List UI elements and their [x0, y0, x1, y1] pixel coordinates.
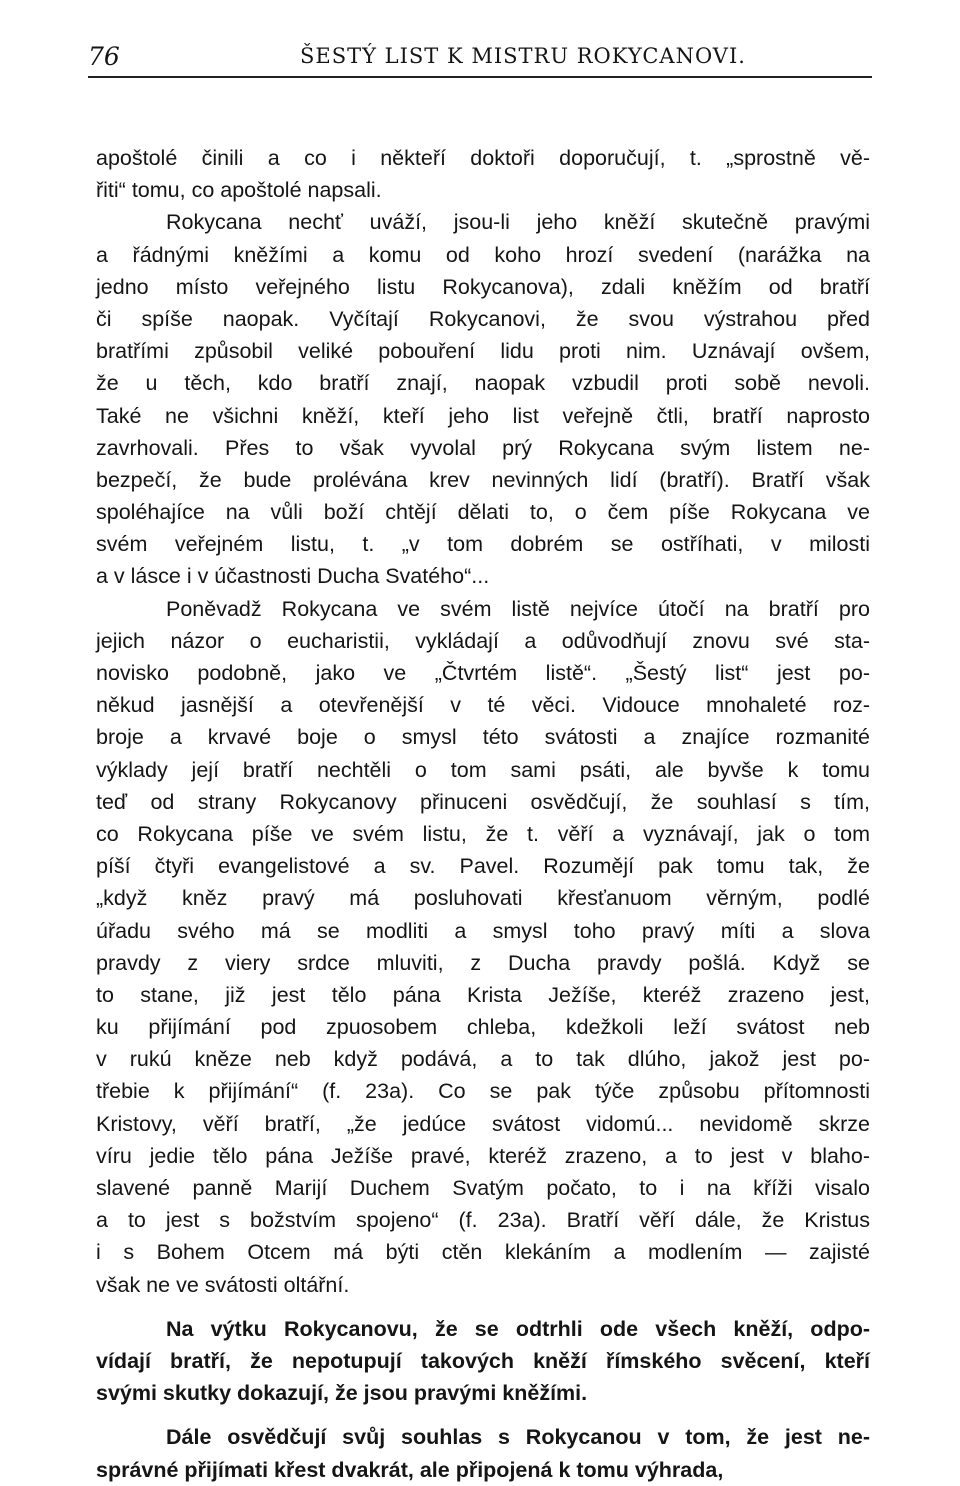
- text-line: spoléhajíce na vůli boží chtějí dělati to, o čem píše Rokycana ve: [96, 500, 870, 525]
- text-line: Na výtku Rokycanovu, že se odtrhli ode všech kněží, odpo-: [166, 1316, 870, 1341]
- text-line: Také ne všichni kněží, kteří jeho list veřejně čtli, bratří naprosto: [96, 403, 870, 428]
- header-rule: [88, 76, 872, 78]
- text-line: Dále osvědčují svůj souhlas s Rokycanou v tom, že jest ne-: [166, 1425, 870, 1450]
- text-line: zavrhovali. Přes to však vyvolal prý Rokycana svým listem ne-: [96, 435, 870, 460]
- text-line: Rokycana nechť uváží, jsou-li jeho kněží skutečně pravými: [166, 210, 870, 235]
- text-line: někud jasnější a otevřenější v té věci. Vidouce mnohaleté roz-: [96, 693, 870, 718]
- text-line: Poněvadž Rokycana ve svém listě nejvíce útočí na bratří pro: [166, 596, 870, 621]
- text-line: úřadu svého má se modliti a smysl toho pravý míti a slova: [96, 918, 870, 943]
- paragraph: [96, 593, 870, 1301]
- paragraph-gap: [96, 1301, 870, 1313]
- text-line: že u těch, kdo bratří znají, naopak vzbudil proti sobě nevoli.: [96, 371, 870, 396]
- text-line: vídají bratří, že nepotupují takových kněží římského svěcení, kteří: [96, 1348, 870, 1373]
- text-line: co Rokycana píše ve svém listu, že t. věří a vyznávají, jak o tom: [96, 821, 870, 846]
- text-line: a to jest s božstvím spojeno“ (f. 23a). Bratří věří dále, že Kristus: [96, 1208, 870, 1233]
- text-line: píší čtyři evangelistové a sv. Pavel. Rozumějí pak tomu tak, že: [96, 854, 870, 879]
- paragraph: [96, 1313, 870, 1410]
- text-line: svém veřejném listu, t. „v tom dobrém se ostříhati, v milosti: [96, 532, 870, 557]
- text-line: řiti“ tomu, co apoštolé napsali.: [96, 178, 382, 203]
- text-line: a řádnými kněžími a komu od koho hrozí svedení (narážka na: [96, 242, 870, 267]
- body-text: [96, 142, 870, 1486]
- text-line: i s Bohem Otcem má býti ctěn klekáním a modlením — zajisté: [96, 1240, 870, 1265]
- paragraph: [96, 1421, 870, 1485]
- text-line: však ne ve svátosti oltářní.: [96, 1272, 350, 1297]
- page-number: 76: [88, 42, 120, 71]
- text-line: v rukú kněze neb když podává, a to tak dlúho, jakož jest po-: [96, 1047, 870, 1072]
- paragraph: [96, 142, 870, 206]
- text-line: bezpečí, že bude prolévána krev nevinných lidí (bratří). Bratří však: [96, 467, 870, 492]
- text-line: bratřími způsobil veliké pobouření lidu proti nim. Uznávají ovšem,: [96, 339, 870, 364]
- text-line: správné přijímati křest dvakrát, ale připojená k tomu výhrada,: [96, 1457, 724, 1482]
- text-line: „když kněz pravý má posluhovati křesťanuom věrným, podlé: [96, 886, 870, 911]
- text-line: jejich názor o eucharistii, vykládají a odůvodňují znovu své sta-: [96, 628, 870, 653]
- text-line: výklady její bratří nechtěli o tom sami psáti, ale byvše k tomu: [96, 757, 870, 782]
- page-header: [88, 42, 872, 70]
- text-line: broje a krvavé boje o smysl této svátosti a znajíce rozmanité: [96, 725, 870, 750]
- text-line: třebie k přijímání“ (f. 23a). Co se pak týče způsobu přítomnosti: [96, 1079, 870, 1104]
- text-line: apoštolé činili a co i někteří doktoři doporučují, t. „sprostně vě-: [96, 146, 870, 170]
- paragraph-gap: [96, 1409, 870, 1421]
- text-line: pravdy z viery srdce mluviti, z Ducha pravdy pošlá. Když se: [96, 950, 870, 975]
- text-line: a v lásce i v účastnosti Ducha Svatého“...: [96, 564, 490, 589]
- text-line: víru jedie tělo pána Ježíše pravé, kteréž zrazeno, a to jest v blaho-: [96, 1143, 870, 1168]
- text-line: to stane, již jest tělo pána Krista Ježíše, kteréž zrazeno jest,: [96, 982, 870, 1007]
- text-line: Kristovy, věří bratří, „že jedúce svátost vidomú... nevidomě skrze: [96, 1111, 870, 1136]
- running-title: ŠESTÝ LIST K MISTRU ROKYCANOVI.: [300, 44, 746, 68]
- text-line: či spíše naopak. Vyčítají Rokycanovi, že svou výstrahou před: [96, 306, 870, 331]
- text-line: novisko podobně, jako ve „Čtvrtém listě“. „Šestý list“ jest po-: [96, 661, 870, 685]
- text-line: teď od strany Rokycanovy přinuceni osvědčují, že souhlasí s tím,: [96, 789, 870, 814]
- paragraph: [96, 206, 870, 592]
- text-line: slavené panně Marijí Duchem Svatým počato, to i na kříži visalo: [96, 1176, 870, 1200]
- text-line: jedno místo veřejného listu Rokycanova), zdali kněžím od bratří: [96, 274, 870, 299]
- text-line: ku přijímání pod zpuosobem chleba, kdežkoli leží svátost neb: [96, 1015, 870, 1040]
- text-line: svými skutky dokazují, že jsou pravými kněžími.: [96, 1381, 588, 1406]
